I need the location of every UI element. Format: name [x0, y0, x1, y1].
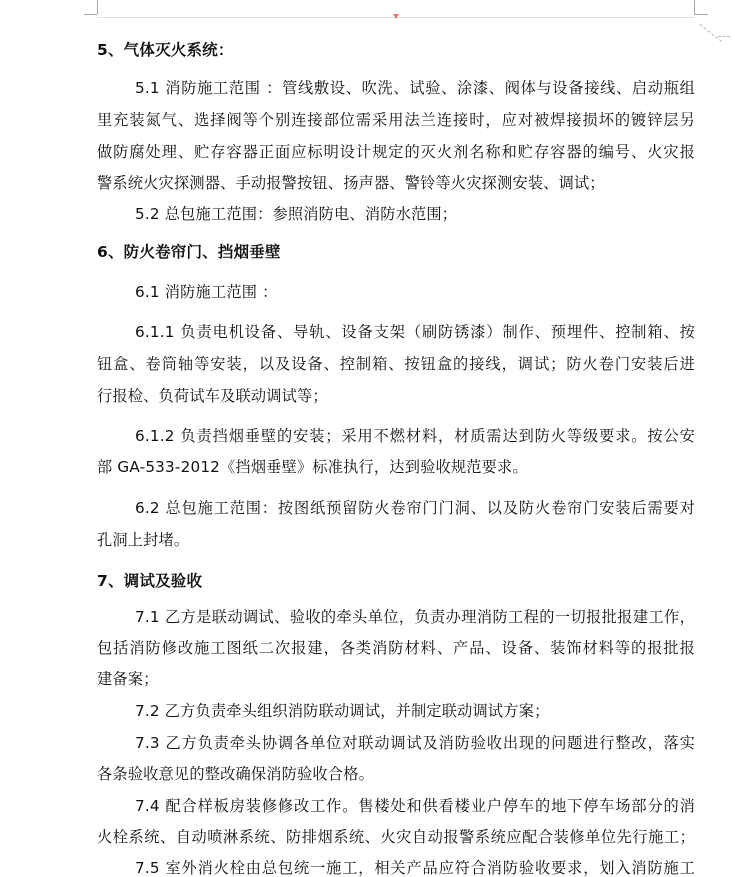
paragraph-line: 7.2 乙方负责牵头组织消防联动调试，并制定联动调试方案； — [135, 702, 550, 720]
paragraph-line: 6.1.1 负责电机设备、导轨、设备支架（刷防锈漆）制作、预埋件、控制箱、按 — [135, 323, 695, 341]
paragraph-line: 孔洞上封堵。 — [97, 531, 190, 549]
paragraph-line: 里充装氮气、选择阀等个别连接部位需采用法兰连接时，应对被焊接损坏的镀锌层另 — [97, 111, 695, 129]
cursor-marker-icon — [393, 14, 399, 19]
paragraph-line: 钮盒、卷筒轴等安装，以及设备、控制箱、按钮盒的接线，调试；防火卷门安装后进 — [97, 355, 695, 373]
comment-connector-line — [718, 36, 730, 37]
crop-mark-top-right — [694, 0, 695, 14]
paragraph-line: 做防腐处理、贮存容器正面应标明设计规定的灭火剂名称和贮存容器的编号、火灾报 — [97, 143, 695, 161]
crop-mark-top-left — [97, 0, 98, 14]
paragraph-line: 行报检、负荷试车及联动调试等； — [97, 387, 328, 405]
paragraph-line: 7.3 乙方负责牵头协调各单位对联动调试及消防验收出现的问题进行整改，落实 — [135, 734, 695, 752]
paragraph-line: 7.4 配合样板房装修修改工作。售楼处和供看楼业户停车的地下停车场部分的消 — [135, 797, 695, 815]
paragraph-line: 7.5 室外消火栓由总包统一施工，相关产品应符合消防验收要求，划入消防施工 — [135, 859, 695, 877]
crop-mark-top-left — [84, 14, 97, 15]
section-heading: 6、防火卷帘门、挡烟垂壁 — [97, 243, 281, 261]
paragraph-line: 5.2 总包施工范围：参照消防电、消防水范围； — [135, 205, 458, 223]
crop-mark-top-right — [694, 14, 708, 15]
paragraph-line: 5.1 消防施工范围 ：管线敷设、吹洗、试验、涂漆、阀体与设备接线、启动瓶组 — [135, 79, 695, 97]
paragraph-line: 火栓系统、自动喷淋系统、防排烟系统、火灾自动报警系统应配合装修单位先行施工； — [97, 828, 695, 846]
paragraph-line: 6.1.2 负责挡烟垂壁的安装；采用不燃材料，材质需达到防火等级要求。按公安 — [135, 427, 695, 445]
paragraph-line: 6.1 消防施工范围 ： — [135, 283, 278, 301]
paragraph-line: 各条验收意见的整改确保消防验收合格。 — [97, 765, 374, 783]
paragraph-line: 7.1 乙方是联动调试、验收的牵头单位，负责办理消防工程的一切报批报建工作， — [135, 608, 695, 626]
section-heading: 7、调试及验收 — [97, 572, 203, 590]
section-heading: 5、气体灭火系统： — [97, 41, 234, 59]
comment-connector-line — [699, 24, 722, 43]
paragraph-line: 警系统火灾探测器、手动报警按钮、扬声器、警铃等火灾探测安装、调试； — [97, 174, 605, 192]
paragraph-line: 6.2 总包施工范围：按图纸预留防火卷帘门门洞、以及防火卷帘门安装后需要对 — [135, 499, 695, 517]
paragraph-line: 包括消防修改施工图纸二次报建，各类消防材料、产品、设备、装饰材料等的报批报 — [97, 639, 695, 657]
paragraph-line: 建备案； — [97, 670, 159, 688]
paragraph-line: 部 GA-533-2012《挡烟垂壁》标准执行，达到验收规范要求。 — [97, 458, 528, 476]
